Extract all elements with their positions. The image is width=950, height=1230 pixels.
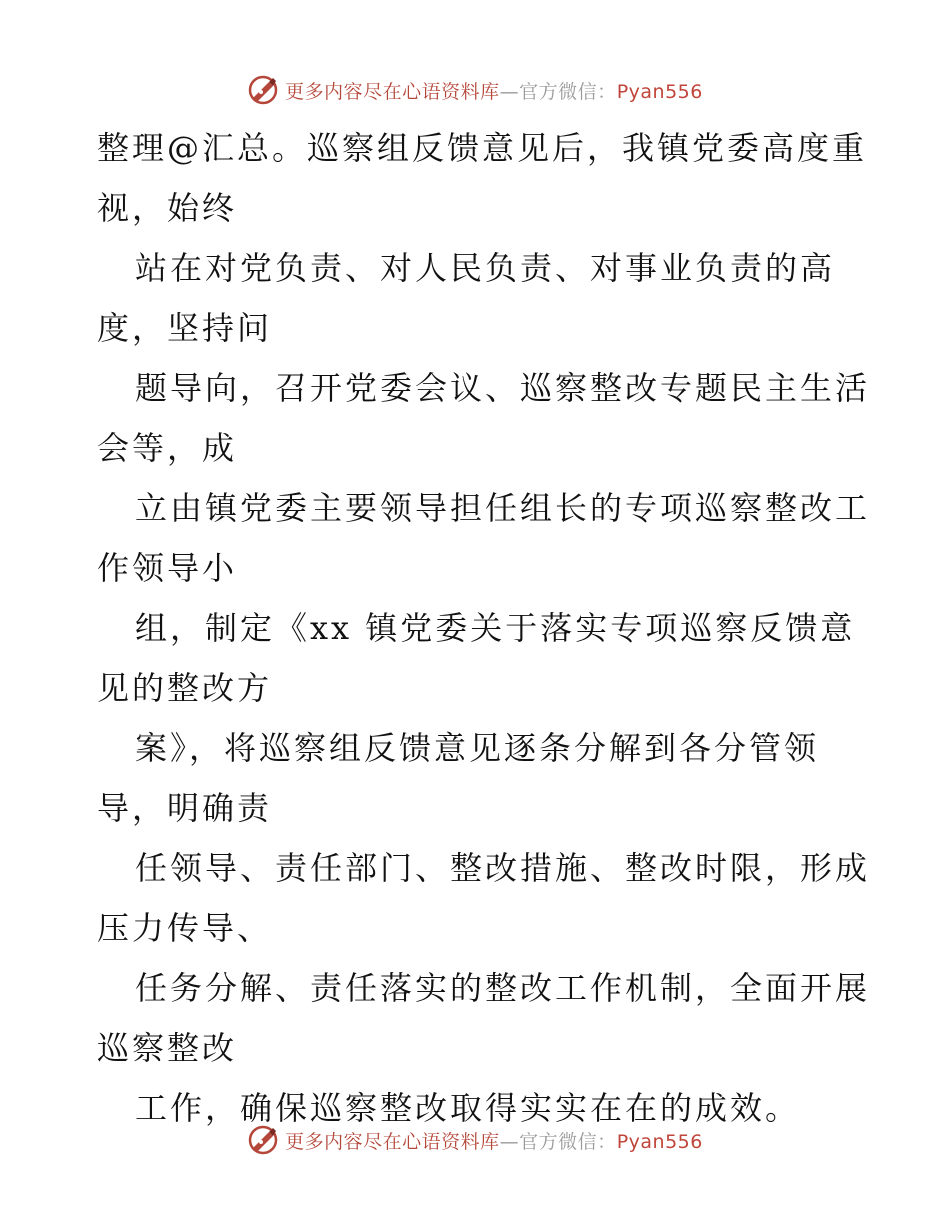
footer-banner-dash: — [499, 1130, 520, 1153]
header-banner [0, 70, 950, 110]
text-line: 导，明确责 [97, 789, 273, 827]
text-line: 工作，确保巡察整改取得实实在在的成效。 [135, 1089, 801, 1127]
text-line: 会等，成 [97, 429, 238, 467]
text-line: 组，制定《xx 镇党委关于落实专项巡察反馈意 [135, 609, 856, 647]
text-line: 见的整改方 [97, 669, 273, 707]
text-line: 任务分解、责任落实的整改工作机制，全面开展 [135, 969, 871, 1007]
footer-banner-wechat-id: Pyan556 [616, 1130, 703, 1153]
footer-banner [0, 1120, 950, 1160]
header-banner-wechat-id: Pyan556 [616, 80, 703, 103]
text-line: 题导向，召开党委会议、巡察整改专题民主生活 [135, 369, 871, 407]
header-banner-main: 更多内容尽在心语资料库 [285, 80, 500, 103]
footer-banner-wechat-label: 官方微信： [519, 1130, 617, 1153]
text-line: 整理@汇总。巡察组反馈意见后，我镇党委高度重 [97, 129, 868, 167]
footer-banner-main: 更多内容尽在心语资料库 [285, 1130, 500, 1153]
text-line: 任领导、责任部门、整改措施、整改时限，形成 [135, 849, 871, 887]
document-body [97, 118, 897, 1138]
text-line: 作领导小 [97, 549, 238, 587]
text-line: 视，始终 [97, 189, 238, 227]
footer-banner-text [285, 1127, 703, 1154]
text-line: 压力传导、 [97, 909, 273, 947]
footer-banner-inner [247, 1124, 703, 1156]
text-line: 度，坚持问 [97, 309, 273, 347]
pen-circle-logo-icon [247, 74, 279, 106]
text-line: 站在对党负责、对人民负责、对事业负责的高 [135, 249, 836, 287]
header-banner-inner [247, 74, 703, 106]
text-line: 巡察整改 [97, 1029, 238, 1067]
text-line: 立由镇党委主要领导担任组长的专项巡察整改工 [135, 489, 871, 527]
pen-circle-logo-icon [247, 1124, 279, 1156]
header-banner-text [285, 77, 703, 104]
header-banner-dash: — [499, 80, 520, 103]
text-line: 案》，将巡察组反馈意见逐条分解到各分管领 [135, 729, 820, 767]
header-banner-wechat-label: 官方微信： [519, 80, 617, 103]
